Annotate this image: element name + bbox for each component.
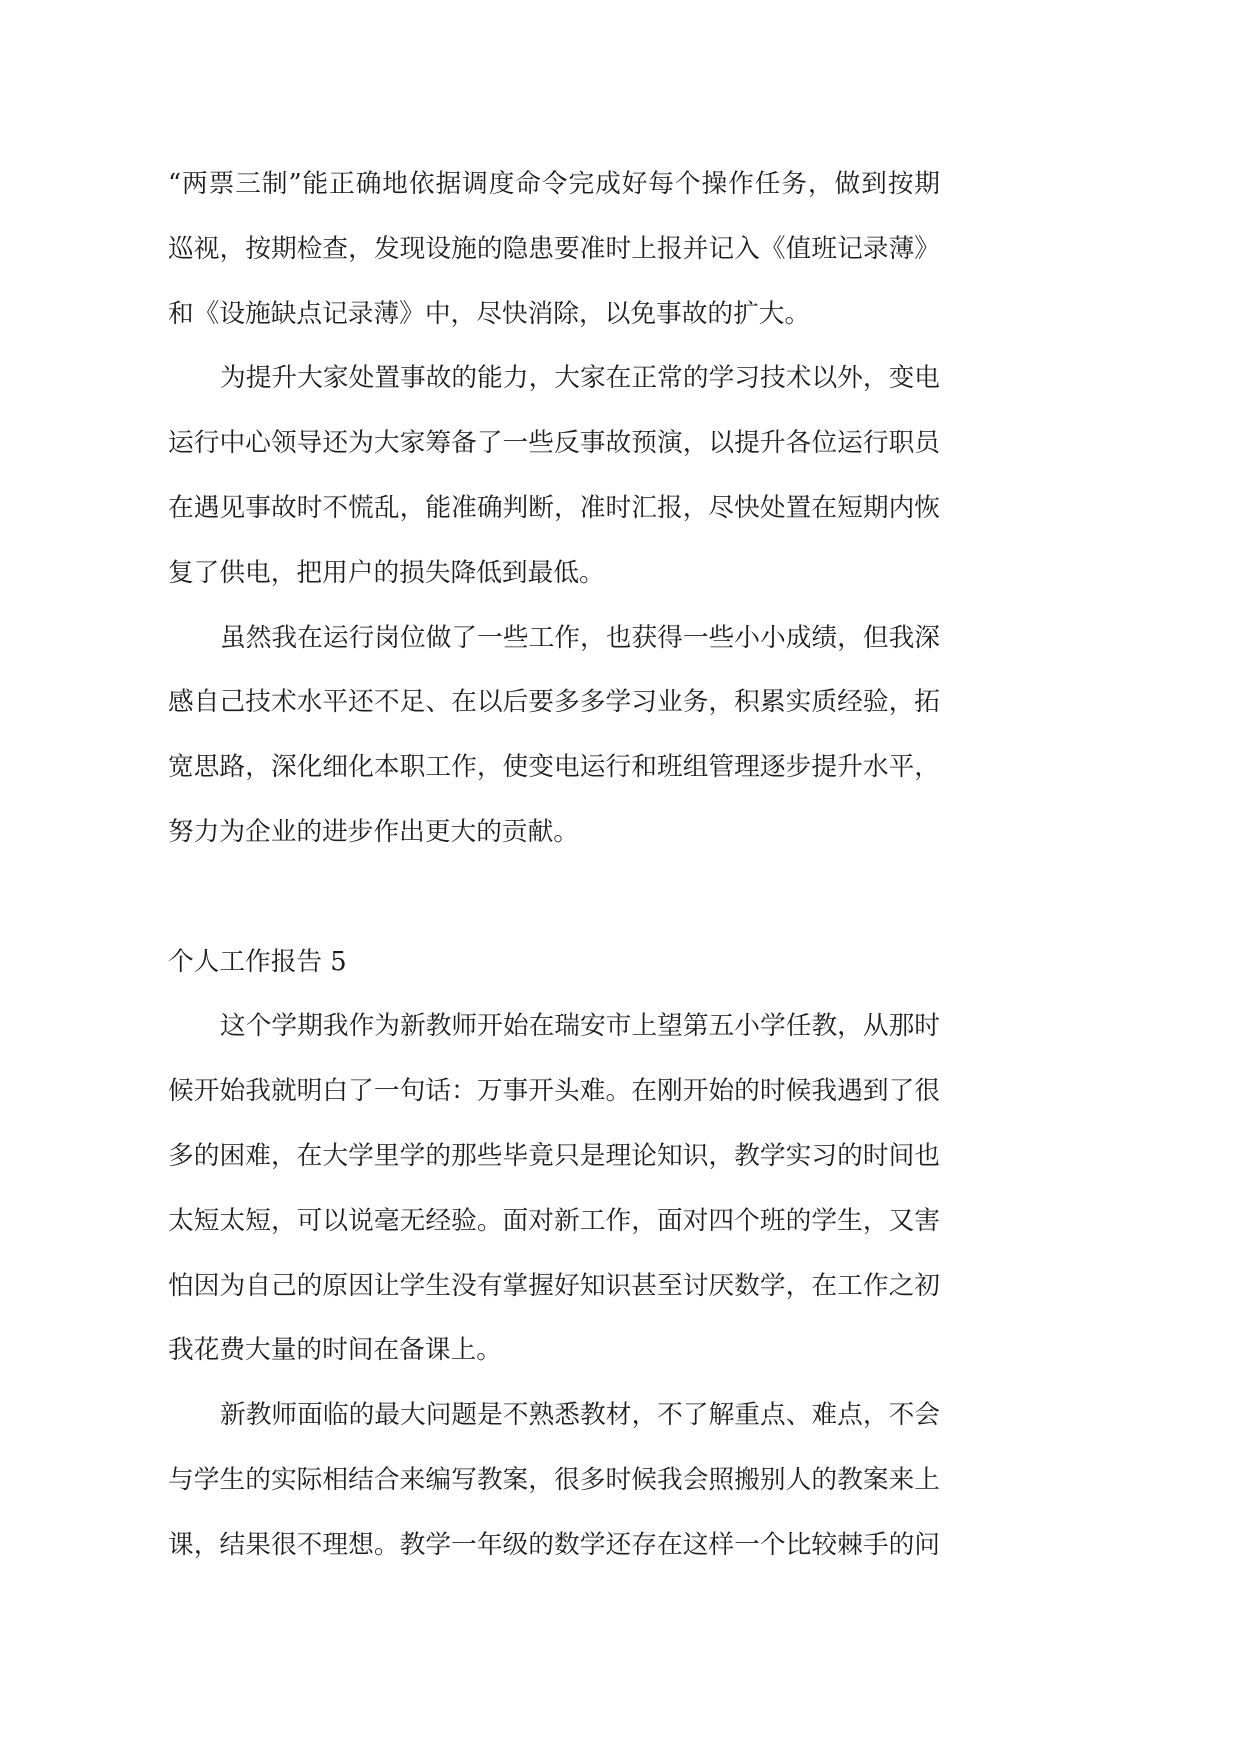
document-body (168, 152, 940, 1578)
text-line: 和《设施缺点记录薄》中，尽快消除，以免事故的扩大。 (168, 298, 811, 329)
text-line: 候开始我就明白了一句话：万事开头难。在刚开始的时候我遇到了很 (168, 1076, 940, 1107)
text-line: 巡视，按期检查，发现设施的隐患要准时上报并记入《值班记录薄》 (168, 233, 940, 264)
text-line: 太短太短，可以说毫无经验。面对新工作，面对四个班的学生，又害 (168, 1205, 940, 1236)
text-line: 这个学期我作为新教师开始在瑞安市上望第五小学任教，从那时 (220, 1011, 940, 1042)
text-line: 努力为企业的进步作出更大的贡献。 (168, 816, 579, 847)
text-line: 新教师面临的最大问题是不熟悉教材，不了解重点、难点，不会 (220, 1400, 940, 1431)
text-line: 运行中心领导还为大家筹备了一些反事故预演，以提升各位运行职员 (168, 428, 940, 459)
text-line: 为提升大家处置事故的能力，大家在正常的学习技术以外，变电 (220, 363, 940, 394)
text-line: 虽然我在运行岗位做了一些工作，也获得一些小小成绩，但我深 (220, 622, 940, 653)
text-line: 在遇见事故时不慌乱，能准确判断，准时汇报，尽快处置在短期内恢 (168, 492, 940, 523)
text-line: 怕因为自己的原因让学生没有掌握好知识甚至讨厌数学，在工作之初 (168, 1270, 940, 1301)
text-line: 我花费大量的时间在备课上。 (168, 1335, 502, 1366)
text-line: 与学生的实际相结合来编写教案，很多时候我会照搬别人的教案来上 (168, 1464, 940, 1495)
paragraph (168, 994, 940, 1383)
paragraph (168, 346, 940, 605)
text-line: 多的困难，在大学里学的那些毕竟只是理论知识，教学实习的时间也 (168, 1140, 940, 1171)
text-line: 宽思路，深化细化本职工作，使变电运行和班组管理逐步提升水平， (168, 752, 940, 783)
paragraph (168, 606, 940, 865)
paragraph (168, 1383, 940, 1577)
text-line: 感自己技术水平还不足、在以后要多多学习业务，积累实质经验，拓 (168, 687, 940, 718)
blank-line (168, 865, 940, 930)
text-line: 复了供电，把用户的损失降低到最低。 (168, 557, 605, 588)
section-heading: 个人工作报告 5 (168, 946, 347, 977)
text-line: 课，结果很不理想。教学一年级的数学还存在这样一个比较棘手的问 (168, 1529, 940, 1560)
text-line: “两票三制”能正确地依据调度命令完成好每个操作任务，做到按期 (168, 169, 940, 199)
paragraph (168, 152, 940, 346)
